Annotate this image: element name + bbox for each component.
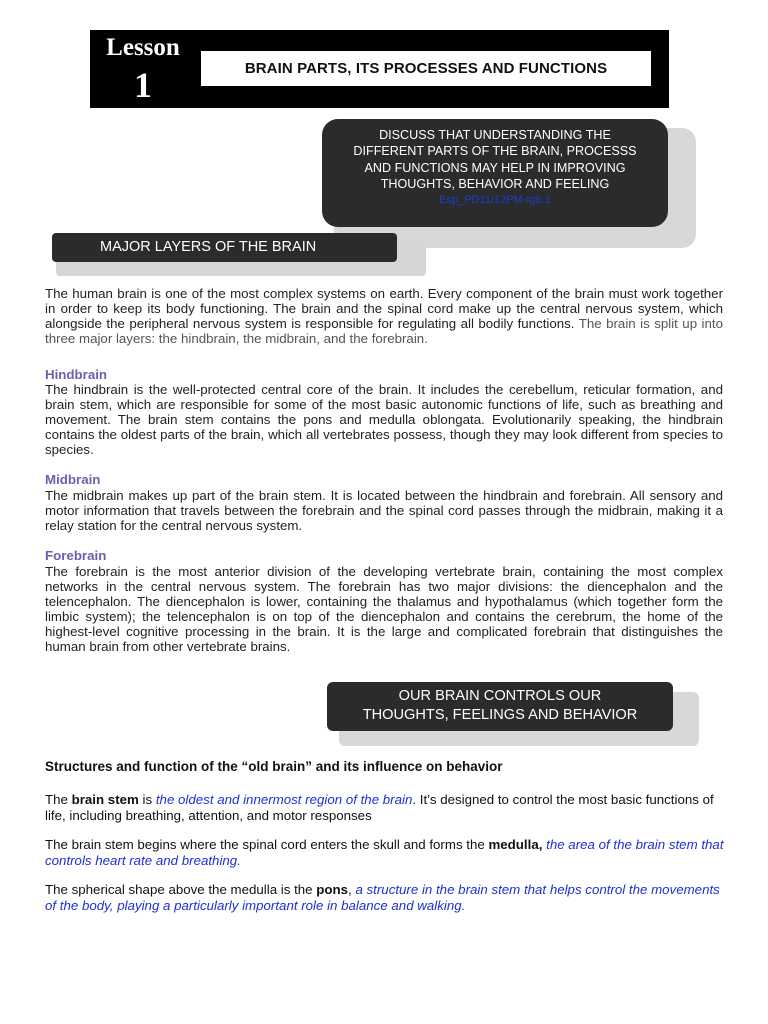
objective-line: DIFFERENT PARTS OF THE BRAIN, PROCESSS xyxy=(353,144,637,159)
objective-line: THOUGHTS, BEHAVIOR AND FEELING xyxy=(380,176,610,191)
intro-main-text: The human brain is one of the most complex systems on earth. Every component of the brain must work together in order to keep its body functioning. The brain and the spinal cord make up the central nervous system, which alongside the peripheral nervous system is responsible for regulating all bodily functions. xyxy=(45,286,723,331)
midbrain-heading: Midbrain xyxy=(45,472,101,487)
competency-code: Esp_PD11/12PM-Ig6.1 xyxy=(439,194,551,207)
para-text: The brain stem begins where the spinal cord enters the skull and forms the xyxy=(45,837,489,852)
brain-stem-paragraph xyxy=(45,792,725,823)
old-brain-heading: Structures and function of the “old brain” and its influence on behavior xyxy=(45,759,503,774)
term-brain-stem: brain stem xyxy=(71,792,139,807)
term-medulla: medulla, xyxy=(488,837,543,852)
definition-text: the area of the brain stem that controls heart rate and breathing. xyxy=(45,837,724,868)
forebrain-heading: Forebrain xyxy=(45,548,107,563)
objective-line: DISCUSS THAT UNDERSTANDING THE xyxy=(379,128,611,142)
learning-objective xyxy=(322,119,668,227)
definition-text: the oldest and innermost region of the brain xyxy=(155,792,413,807)
definition-text: a structure in the brain stem that helps control the movements of the body, playing a particularly important role in balance and walking. xyxy=(45,882,720,913)
major-layers-banner: MAJOR LAYERS OF THE BRAIN xyxy=(52,233,397,262)
lesson-header xyxy=(90,30,669,108)
lesson-label: Lesson xyxy=(106,34,180,61)
midbrain-text: The midbrain makes up part of the brain stem. It is located between the hindbrain and forebrain. All sensory and motor information that travels between the forebrain and the spinal cord passes through the midbrain, making it a relay station for the central nervous system. xyxy=(45,488,723,533)
intro-paragraph xyxy=(45,286,723,346)
forebrain-text: The forebrain is the most anterior division of the developing vertebrate brain, containing the most complex networks in the central nervous system. The forebrain has two major divisions: the diencephalon and the telencephalon. The diencephalon is lower, containing the thalamus and hypothalamus (which together form the limbic system); the telencephalon is on top of the diencephalon and contains the cerebrum, the home of the highest-level cognitive processing in the brain. It is the large and complicated forebrain that distinguishes the human brain from other vertebrate brains. xyxy=(45,564,723,654)
para-text: The xyxy=(45,792,72,807)
objective-line: AND FUNCTIONS MAY HELP IN IMPROVING xyxy=(364,160,626,175)
pons-paragraph xyxy=(45,882,725,913)
lesson-title: BRAIN PARTS, ITS PROCESSES AND FUNCTIONS xyxy=(244,60,608,77)
control-banner-line: OUR BRAIN CONTROLS OUR xyxy=(398,688,602,704)
para-text: . It’s designed to control the most basic functions of life, including breathing, attention, and motor responses xyxy=(45,792,714,823)
para-text: is xyxy=(138,792,156,807)
medulla-paragraph xyxy=(45,837,725,868)
hindbrain-text: The hindbrain is the well-protected central core of the brain. It includes the cerebellum, reticular formation, and brain stem, which are responsible for some of the most basic autonomic functions of life, such as breathing and movement. The brain stem contains the pons and medulla oblongata. Evolutionarily speaking, the hindbrain contains the oldest parts of the brain, which all vertebrates possess, though they may look different from species to species. xyxy=(45,382,723,457)
brain-controls-banner xyxy=(327,682,673,731)
para-text: , xyxy=(348,882,356,897)
control-banner-line: THOUGHTS, FEELINGS AND BEHAVIOR xyxy=(362,707,638,723)
hindbrain-heading: Hindbrain xyxy=(45,367,108,382)
para-text: The spherical shape above the medulla is the xyxy=(45,882,317,897)
lesson-title-box xyxy=(201,51,651,86)
term-pons: pons xyxy=(316,882,349,897)
lesson-number: 1 xyxy=(134,65,152,105)
intro-split-text: The brain is split up into three major layers: the hindbrain, the midbrain, and the forebrain. xyxy=(45,316,723,346)
